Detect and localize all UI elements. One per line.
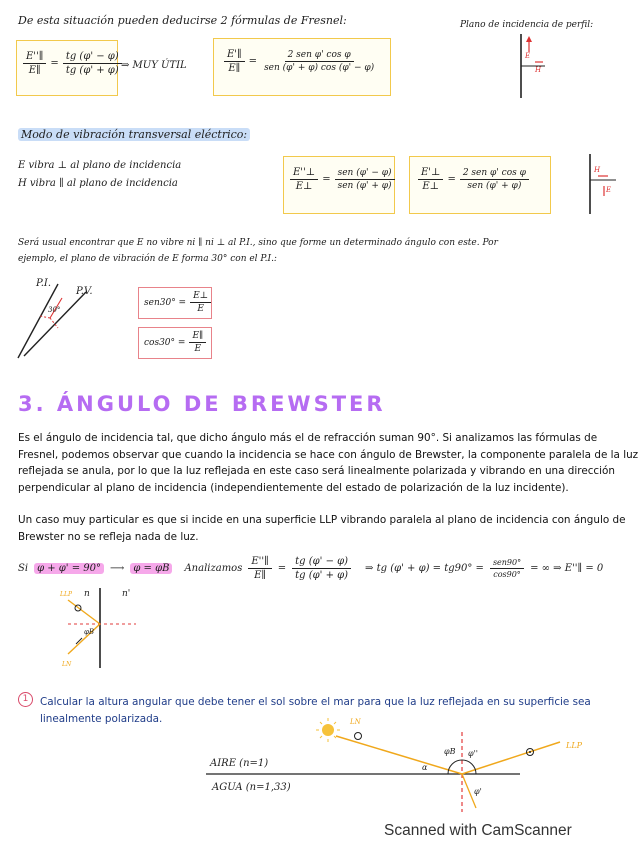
sea-phib-label: φB bbox=[444, 747, 456, 756]
aire-label: AIRE (n=1) bbox=[210, 758, 269, 769]
te-heading bbox=[18, 128, 250, 141]
brewster-llp-label: LLP bbox=[60, 591, 73, 598]
pv-label: P.V. bbox=[76, 286, 93, 297]
angle-30-diagram bbox=[10, 272, 120, 364]
usual-line-1: Será usual encontrar que E no vibre ni ∥ ni ⊥ al P.I., sino que forme un determinado ángulo con este. Por bbox=[18, 238, 498, 248]
reflected-ray bbox=[462, 742, 560, 774]
pv-line bbox=[24, 292, 86, 356]
cos30-lhs: cos30° = bbox=[144, 337, 186, 348]
e-par-component bbox=[40, 316, 50, 318]
brewster-res-num: sen90° bbox=[490, 558, 524, 569]
fresnel-par-t-lhs-den: E∥ bbox=[228, 63, 241, 74]
fresnel-perp-t-lhs-den: E⊥ bbox=[422, 181, 440, 192]
equals-sign: = bbox=[277, 563, 287, 574]
fresnel-par-t-rhs bbox=[261, 50, 377, 73]
fresnel-perp-transmission-box bbox=[409, 156, 551, 214]
brewster-result-frac bbox=[490, 558, 524, 579]
fresnel-par-t-rhs-num: 2 sen φ' cos φ bbox=[285, 50, 354, 62]
fresnel-par-rhs-den: tg (φ' + φ) bbox=[65, 65, 119, 76]
equals-sign: = bbox=[50, 58, 59, 69]
cos30-num: E∥ bbox=[189, 331, 206, 343]
analizamos-word: Analizamos bbox=[184, 563, 243, 574]
brewster-res-den: cos90° bbox=[493, 570, 521, 579]
profile-e-label: E bbox=[525, 52, 531, 60]
exercise-line: linealmente polarizada. bbox=[40, 712, 163, 725]
brewster-lhs-den: E∥ bbox=[254, 570, 267, 581]
brewster-reflected-ray bbox=[68, 600, 100, 624]
profile-diagram bbox=[505, 32, 555, 102]
brewster-lhs bbox=[248, 556, 271, 581]
te-h-label: H bbox=[594, 166, 601, 174]
brewster-ln-label: LN bbox=[62, 661, 72, 668]
fresnel-perp-t-lhs-num: E'⊥ bbox=[418, 167, 443, 180]
te-profile-diagram bbox=[576, 152, 622, 218]
sun-icon bbox=[322, 724, 334, 736]
implies-arrow: ⟶ bbox=[110, 563, 125, 574]
fresnel-perp-lhs bbox=[290, 167, 318, 192]
llp-dot-center bbox=[529, 751, 531, 753]
sin30-num: E⊥ bbox=[190, 291, 211, 303]
profile-h-label: H bbox=[535, 66, 542, 74]
fresnel-perp-rhs-num: sen (φ' − φ) bbox=[335, 168, 395, 180]
angle-30-label: 30° bbox=[48, 306, 61, 314]
sea-alpha-label: α bbox=[422, 763, 428, 772]
brewster-lhs-num: E''∥ bbox=[248, 556, 271, 569]
fresnel-perp-t-rhs-num: 2 sen φ' cos φ bbox=[460, 168, 529, 180]
paragraph-line: reflejada se anula, por lo que la luz reflejada en este caso será linealmente polarizada y vibrando en una dirección bbox=[18, 465, 615, 477]
profile-caption: Plano de incidencia de perfil: bbox=[460, 20, 594, 30]
equals-sign: = bbox=[248, 56, 258, 67]
brewster-paragraph-1 bbox=[18, 430, 639, 496]
fresnel-parallel-reflection-box bbox=[16, 40, 118, 96]
brewster-result-suffix: = ∞ ⇒ E''∥ = 0 bbox=[530, 563, 604, 574]
fresnel-perp-lhs-num: E''⊥ bbox=[290, 167, 318, 180]
fresnel-perp-rhs-den: sen (φ' + φ) bbox=[337, 181, 392, 191]
brewster-condition-sum: φ + φ' = 90° bbox=[34, 563, 104, 574]
pi-label: P.I. bbox=[36, 278, 52, 289]
fresnel-par-rhs-num: tg (φ' − φ) bbox=[63, 51, 122, 64]
fresnel-par-t-rhs-den: sen (φ' + φ) cos (φ' − φ) bbox=[264, 63, 375, 73]
te-line-h: H vibra ∥ al plano de incidencia bbox=[18, 178, 178, 189]
ln-polarization-symbol bbox=[355, 733, 362, 740]
section-title: 3. ÁNGULO DE BREWSTER bbox=[18, 392, 386, 416]
paragraph-line: Un caso muy particular es que si incide en una superficie LLP vibrando paralela al plano de incidencia con ángulo de bbox=[18, 514, 626, 526]
camscanner-watermark: Scanned with CamScanner bbox=[384, 822, 572, 839]
fresnel-par-t-lhs-num: E'∥ bbox=[224, 49, 245, 62]
intro-line: De esta situación pueden deducirse 2 fórmulas de Fresnel: bbox=[18, 14, 347, 27]
brewster-diagram bbox=[56, 584, 176, 672]
cos30-box bbox=[138, 327, 212, 359]
paragraph-line: Es el ángulo de incidencia tal, que dicho ángulo más el de refracción suman 90°. Si analizamos las fórmulas de bbox=[18, 432, 598, 444]
brewster-rhs bbox=[292, 556, 351, 581]
fresnel-perp-t-lhs bbox=[418, 167, 443, 192]
exercise-number: 1 bbox=[18, 692, 33, 707]
cos30-frac bbox=[189, 331, 206, 354]
fresnel-par-lhs-num: E''∥ bbox=[23, 51, 46, 64]
brewster-n-label: n bbox=[84, 589, 90, 599]
te-e-label: E bbox=[606, 186, 612, 194]
pi-line bbox=[18, 284, 61, 358]
brewster-paragraph-2 bbox=[18, 512, 624, 545]
cos30-den: E bbox=[194, 344, 202, 354]
sea-ln-label: LN bbox=[350, 718, 361, 726]
brewster-condition-angle: φ = φB bbox=[130, 563, 172, 574]
brewster-rhs-den: tg (φ' + φ) bbox=[295, 570, 349, 581]
sea-diagram bbox=[200, 712, 590, 812]
sea-phi-prime-label: φ' bbox=[474, 787, 482, 796]
sin30-lhs: sen30° = bbox=[144, 297, 187, 308]
sea-phi-double-label: φ'' bbox=[468, 749, 478, 758]
paragraph-line: perpendicular al plano de incidencia (independientemente del estado de polarización de la luz incidente). bbox=[18, 481, 569, 494]
fresnel-par-lhs-den: E∥ bbox=[28, 65, 41, 76]
te-line-e: E vibra ⊥ al plano de incidencia bbox=[18, 160, 182, 171]
fresnel-perp-t-rhs bbox=[460, 168, 529, 191]
paragraph-line: Fresnel, podemos observar que cuando la incidencia se hace con ángulo de Brewster, la componente paralela de la luz bbox=[18, 448, 639, 461]
fresnel-perp-reflection-box bbox=[283, 156, 395, 214]
sea-llp-label: LLP bbox=[566, 741, 583, 750]
fresnel-perp-t-rhs-den: sen (φ' + φ) bbox=[467, 181, 522, 191]
sin30-box bbox=[138, 287, 212, 319]
te-heading-text: Modo de vibración transversal eléctrico: bbox=[18, 128, 250, 141]
sin30-frac bbox=[190, 291, 211, 314]
brewster-equation-row bbox=[18, 556, 603, 581]
fresnel-par-rhs bbox=[63, 51, 122, 76]
brewster-rhs-num: tg (φ' − φ) bbox=[292, 556, 351, 569]
equals-sign: = bbox=[447, 174, 456, 185]
brewster-phib-label: φB bbox=[84, 628, 95, 636]
exercise-line: Calcular la altura angular que debe tener el sol sobre el mar para que la luz reflejada en su superficie sea bbox=[40, 696, 591, 708]
fresnel-perp-rhs bbox=[335, 168, 395, 191]
equals-sign: = bbox=[322, 174, 331, 185]
muy-util-note: ⇒ MUY ÚTIL bbox=[121, 60, 187, 71]
brewster-result-prefix: ⇒ tg (φ' + φ) = tg90° = bbox=[365, 563, 484, 574]
usual-line-2: ejemplo, el plano de vibración de E forma 30° con el P.I.: bbox=[18, 254, 277, 264]
fresnel-perp-lhs-den: E⊥ bbox=[295, 181, 313, 192]
paragraph-line: Brewster no se refleja nada de luz. bbox=[18, 530, 199, 543]
fresnel-parallel-transmission-box bbox=[213, 38, 391, 96]
sin30-den: E bbox=[197, 304, 204, 314]
brewster-nprime-label: n' bbox=[122, 589, 131, 599]
agua-label: AGUA (n=1,33) bbox=[212, 782, 291, 793]
si-word: Si bbox=[18, 563, 29, 574]
fresnel-par-lhs bbox=[23, 51, 46, 76]
profile-e-arrowhead bbox=[526, 36, 532, 42]
fresnel-par-t-lhs bbox=[224, 49, 245, 74]
